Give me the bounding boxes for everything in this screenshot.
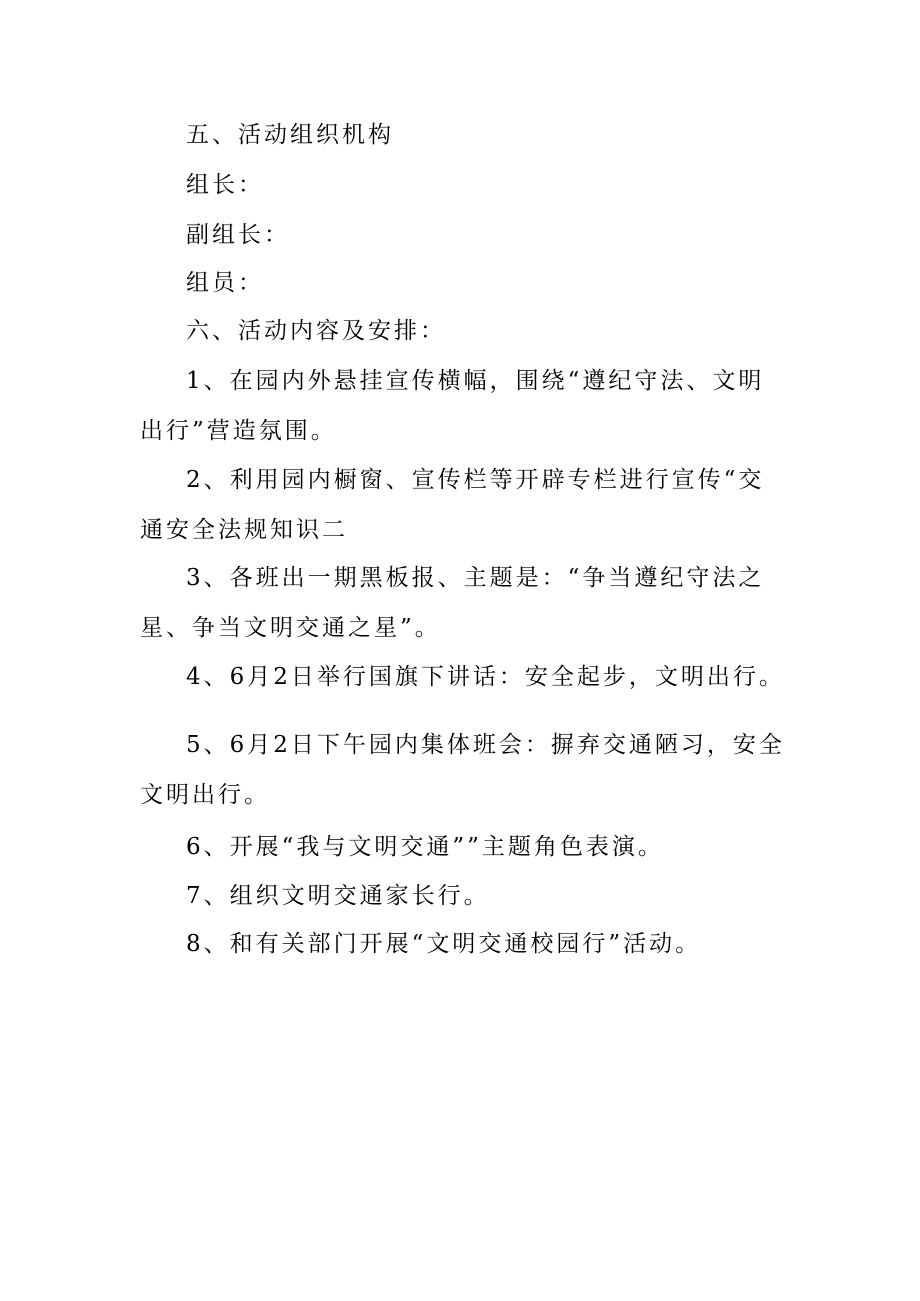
section-heading-organization: 五、活动组织机构 (186, 122, 394, 148)
activity-item-1: 1、在园内外悬挂宣传横幅，围绕“遵纪守法、文明出行”营造氛围。 (140, 368, 765, 444)
group-leader-line: 组长： (186, 172, 264, 198)
activity-item-7: 7、组织文明交通家长行。 (186, 883, 490, 909)
activity-item-6: 6、开展“我与文明交通””主题角色表演。 (186, 834, 664, 860)
activity-item-2: 2、利用园内橱窗、宣传栏等开辟专栏进行宣传“交通安全法规知识二 (140, 467, 765, 543)
activity-item-8: 8、和有关部门开展“文明交通校园行”活动。 (186, 931, 702, 957)
deputy-group-leader-line: 副组长： (186, 222, 290, 248)
activity-item-5: 5、6月2日下午园内集体班会：摒弃交通陋习，安全文明出行。 (140, 732, 785, 808)
section-heading-activities: 六、活动内容及安排： (186, 318, 446, 344)
activity-item-4: 4、6月2日举行国旗下讲话：安全起步，文明出行。 (186, 664, 785, 690)
group-members-line: 组员： (186, 270, 264, 296)
activity-item-3: 3、各班出一期黑板报、主题是：“争当遵纪守法之星、争当文明交通之星”。 (140, 565, 765, 641)
